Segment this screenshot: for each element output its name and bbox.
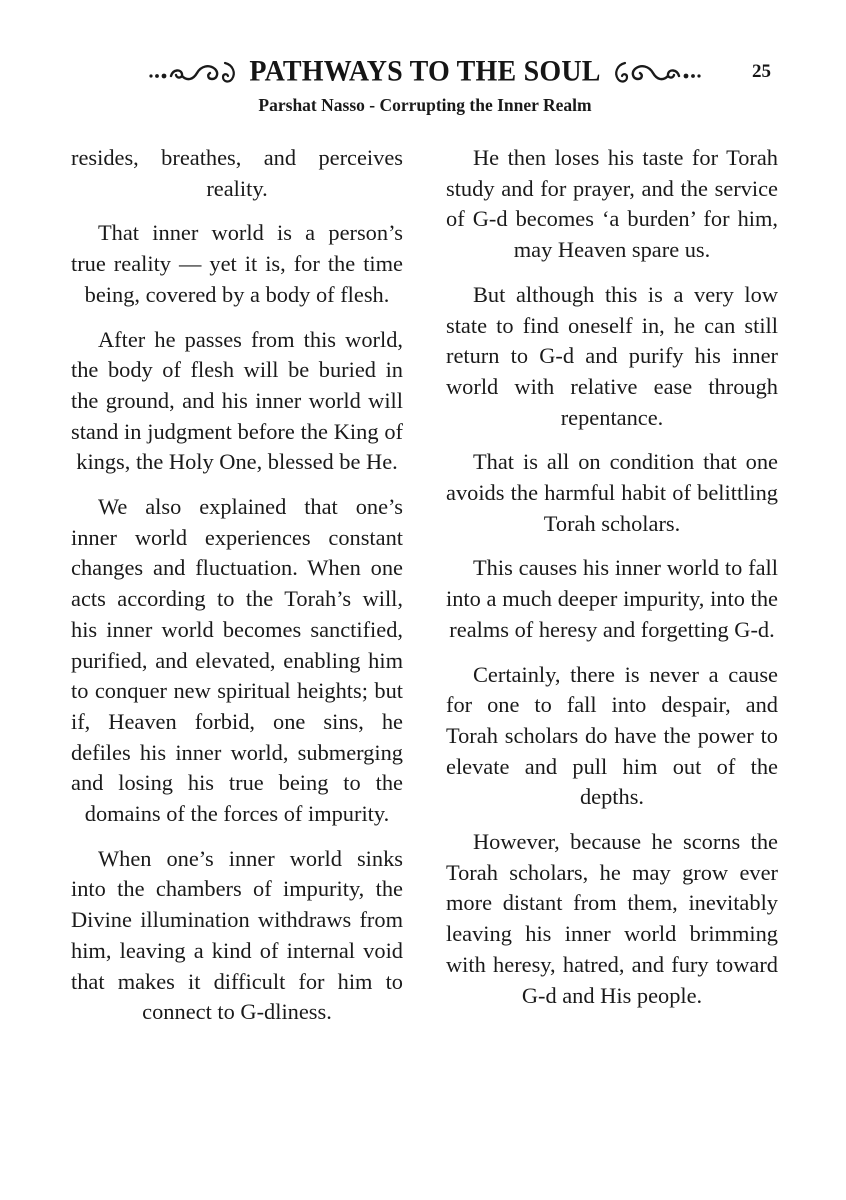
left-column xyxy=(71,143,403,1042)
page-number: 25 xyxy=(752,61,771,82)
flourish-right-icon xyxy=(607,57,703,87)
paragraph: This causes his inner world to fall into a much deeper impurity, into the realms of heresy and forgetting G-d. xyxy=(446,555,778,642)
paragraph: resides, breathes, and perceives reality. xyxy=(71,145,403,201)
paragraph: That inner world is a person’s true reality — yet it is, for the time being, covered by a body of flesh. xyxy=(71,220,403,307)
right-column xyxy=(446,143,778,1025)
flourish-left-icon xyxy=(147,57,243,87)
paragraph: However, because he scorns the Torah scholars, he may grow ever more distant from them, inevitably leaving his inner world brimming with heresy, hatred, and fury toward G-d and His people. xyxy=(446,829,778,1008)
paragraph: Certainly, there is never a cause for one to fall into despair, and Torah scholars do have the power to elevate and pull him out of the depths. xyxy=(446,661,778,810)
running-header xyxy=(0,52,846,92)
header-title-group xyxy=(132,52,718,92)
paragraph: After he passes from this world, the body of flesh will be buried in the ground, and his inner world will stand in judgment before the King of kings, the Holy One, blessed be He. xyxy=(71,326,403,475)
chapter-subtitle: Parshat Nasso - Corrupting the Inner Realm xyxy=(258,95,592,115)
paragraph: When one’s inner world sinks into the chambers of impurity, the Divine illumination withdraws from him, leaving a kind of internal void that makes it difficult for him to connect to G-dliness. xyxy=(71,845,403,1025)
paragraph: But although this is a very low state to find oneself in, he can still return to G-d and purify his inner world with relative ease through repentance. xyxy=(446,281,778,430)
paragraph: That is all on condition that one avoids the harmful habit of belittling Torah scholars. xyxy=(446,449,778,536)
book-title: PATHWAYS TO THE SOUL xyxy=(249,55,601,88)
paragraph: We also explained that one’s inner world experiences constant changes and fluctuation. When one acts according to the Torah’s will, his inner world becomes sanctified, purified, and elevated, enabling him to conquer new spiritual heights; but if, Heaven forbid, one sins, he defiles his inner world, submerging and losing his true being to the domains of the forces of impurity. xyxy=(71,494,403,827)
paragraph: He then loses his taste for Torah study and for prayer, and the service of G-d becomes ‘a burden’ for him, may Heaven spare us. xyxy=(446,145,778,263)
